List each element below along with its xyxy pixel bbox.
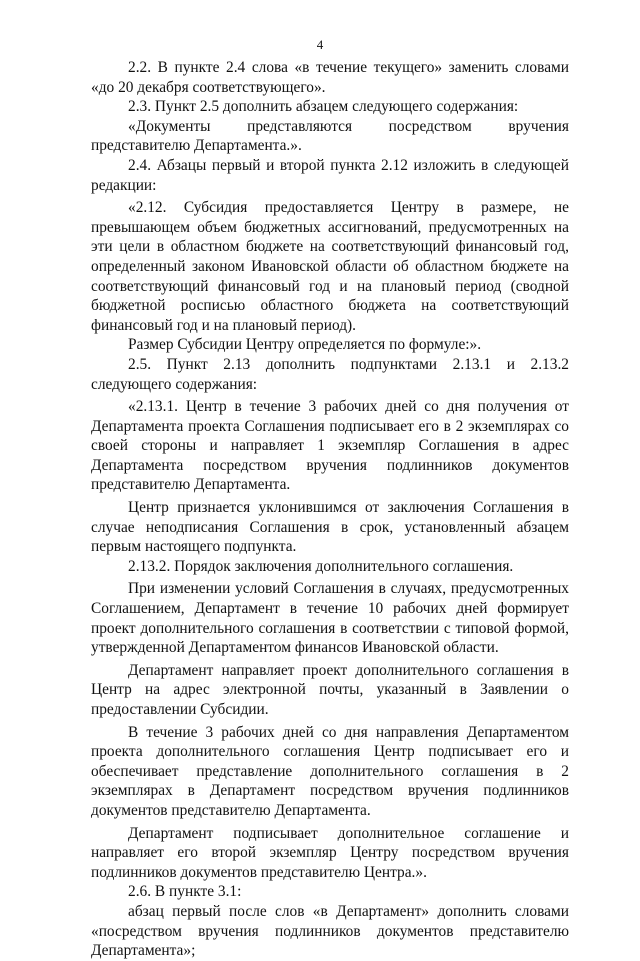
paragraph-2-13-2: 2.13.2. Порядок заключения дополнительного соглашения.	[128, 557, 514, 575]
page-number: 4	[316, 37, 324, 52]
document-body	[91, 58, 569, 961]
paragraph-center-signs: В течение 3 рабочих дней со дня направления Департаментом проекта дополнительного соглашения Центр подписывает его и обеспечивает представление дополнительного соглашения в 2 экземплярах в Департамент посредством вручения подлинников документов представителю Департамента.	[91, 723, 569, 819]
paragraph-2-2: 2.2. В пункте 2.4 слова «в течение текущего» заменить словами «до 20 декабря соответствующего».	[91, 59, 569, 96]
paragraph-2-6: 2.6. В пункте 3.1:	[128, 883, 242, 901]
paragraph-department-signs: Департамент подписывает дополнительное соглашение и направляет его второй экземпляр Центру посредством вручения подлинников документов представителю Центра.».	[91, 824, 569, 881]
paragraph-send-draft: Департамент направляет проект дополнительного соглашения в Центр на адрес электронной почты, указанный в Заявлении о предоставлении Субсидии.	[91, 661, 569, 718]
paragraph-3-1-amendment: абзац первый после слов «в Департамент» дополнить словами «посредством вручения подлинников документов представителю Департамента»;	[91, 902, 569, 960]
paragraph-2-5: 2.5. Пункт 2.13 дополнить подпунктами 2.13.1 и 2.13.2 следующего содержания:	[91, 355, 569, 393]
paragraph-evasion: Центр признается уклонившимся от заключения Соглашения в случае неподписания Соглашения в срок, установленный абзацем первым настоящего подпункта.	[91, 499, 569, 556]
paragraph-2-3-quote: «Документы представляются посредством вручения представителю Департамента.».	[91, 117, 569, 155]
paragraph-2-4: 2.4. Абзацы первый и второй пункта 2.12 изложить в следующей редакции:	[91, 156, 569, 194]
paragraph-2-3: 2.3. Пункт 2.5 дополнить абзацем следующего содержания:	[128, 98, 519, 116]
paragraph-subsidy-formula: Размер Субсидии Центру определяется по формуле:».	[128, 336, 482, 354]
paragraph-conditions-change: При изменении условий Соглашения в случаях, предусмотренных Соглашением, Департамент в течение 10 рабочих дней формирует проект дополнительного соглашения в соответствии с типовой формой, утвержденной Департаментом финансов Ивановской области.	[91, 580, 569, 657]
paragraph-2-12-quote: «2.12. Субсидия предоставляется Центру в размере, не превышающем объем бюджетных ассигнований, предусмотренных на эти цели в областном бюджете на соответствующий финансовый год, определенный законом Ивановской области об областном бюджете на соответствующий финансовый год и на плановый период (сводной бюджетной росписью областного бюджета на соответствующий финансовый год и на плановый период).	[91, 199, 569, 334]
paragraph-2-13-1: «2.13.1. Центр в течение 3 рабочих дней со дня получения от Департамента проекта Соглашения подписывает его в 2 экземплярах со своей стороны и направляет 1 экземпляр Соглашения в адрес Департамента посредством вручения подлинников документов представителю Департамента.	[91, 398, 569, 494]
